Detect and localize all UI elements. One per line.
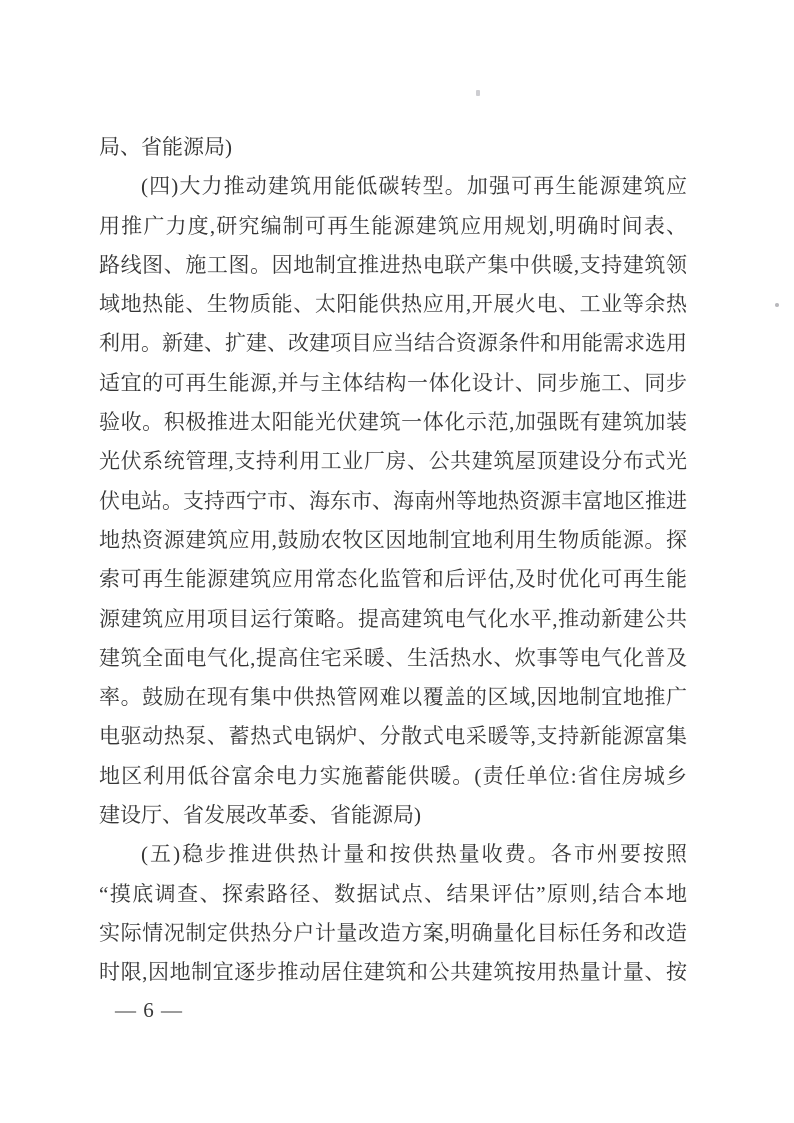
text-line: 利用。新建、扩建、改建项目应当结合资源条件和用能需求选用	[99, 331, 687, 356]
text-line: 验收。积极推进太阳能光伏建筑一体化示范,加强既有建筑加装	[99, 410, 687, 435]
text-line: 光伏系统管理,支持利用工业厂房、公共建筑屋顶建设分布式光	[99, 449, 687, 474]
text-line: 局、省能源局)	[99, 135, 232, 159]
text-line: 索可再生能源建筑应用常态化监管和后评估,及时优化可再生能	[99, 567, 687, 592]
text-line: 源建筑应用项目运行策略。提高建筑电气化水平,推动新建公共	[99, 606, 687, 631]
section-heading-line: (四)大力推动建筑用能低碳转型。加强可再生能源建筑应	[141, 174, 687, 199]
text-line: 率。鼓励在现有集中供热管网难以覆盖的区域,因地制宜地推广	[99, 685, 687, 710]
text-line: 地区利用低谷富余电力实施蓄能供暖。(责任单位:省住房城乡	[99, 763, 687, 788]
text-line: 伏电站。支持西宁市、海东市、海南州等地热资源丰富地区推进	[99, 488, 687, 513]
text-line: 电驱动热泵、蓄热式电锅炉、分散式电采暖等,支持新能源富集	[99, 724, 687, 749]
scan-artifact	[775, 303, 779, 307]
page-number: — 6 —	[115, 998, 183, 1022]
text-line: 时限,因地制宜逐步推动居住建筑和公共建筑按用热量计量、按	[99, 960, 687, 985]
scan-artifact	[476, 90, 480, 96]
text-line: 域地热能、生物质能、太阳能供热应用,开展火电、工业等余热	[99, 292, 687, 317]
text-line: 建设厅、省发展改革委、省能源局)	[99, 803, 421, 828]
text-line: 用推广力度,研究编制可再生能源建筑应用规划,明确时间表、	[99, 213, 687, 238]
text-line: 地热资源建筑应用,鼓励农牧区因地制宜地利用生物质能源。探	[99, 527, 687, 552]
section-heading-line: (五)稳步推进供热计量和按供热量收费。各市州要按照	[141, 842, 687, 867]
text-line: 路线图、施工图。因地制宜推进热电联产集中供暖,支持建筑领	[99, 252, 687, 277]
document-body	[99, 128, 687, 993]
text-line: 实际情况制定供热分户计量改造方案,明确量化目标任务和改造	[99, 920, 687, 945]
text-line: 建筑全面电气化,提高住宅采暖、生活热水、炊事等电气化普及	[99, 645, 687, 670]
text-line: 适宜的可再生能源,并与主体结构一体化设计、同步施工、同步	[99, 370, 687, 395]
text-line: “摸底调查、探索路径、数据试点、结果评估”原则,结合本地	[99, 881, 687, 906]
